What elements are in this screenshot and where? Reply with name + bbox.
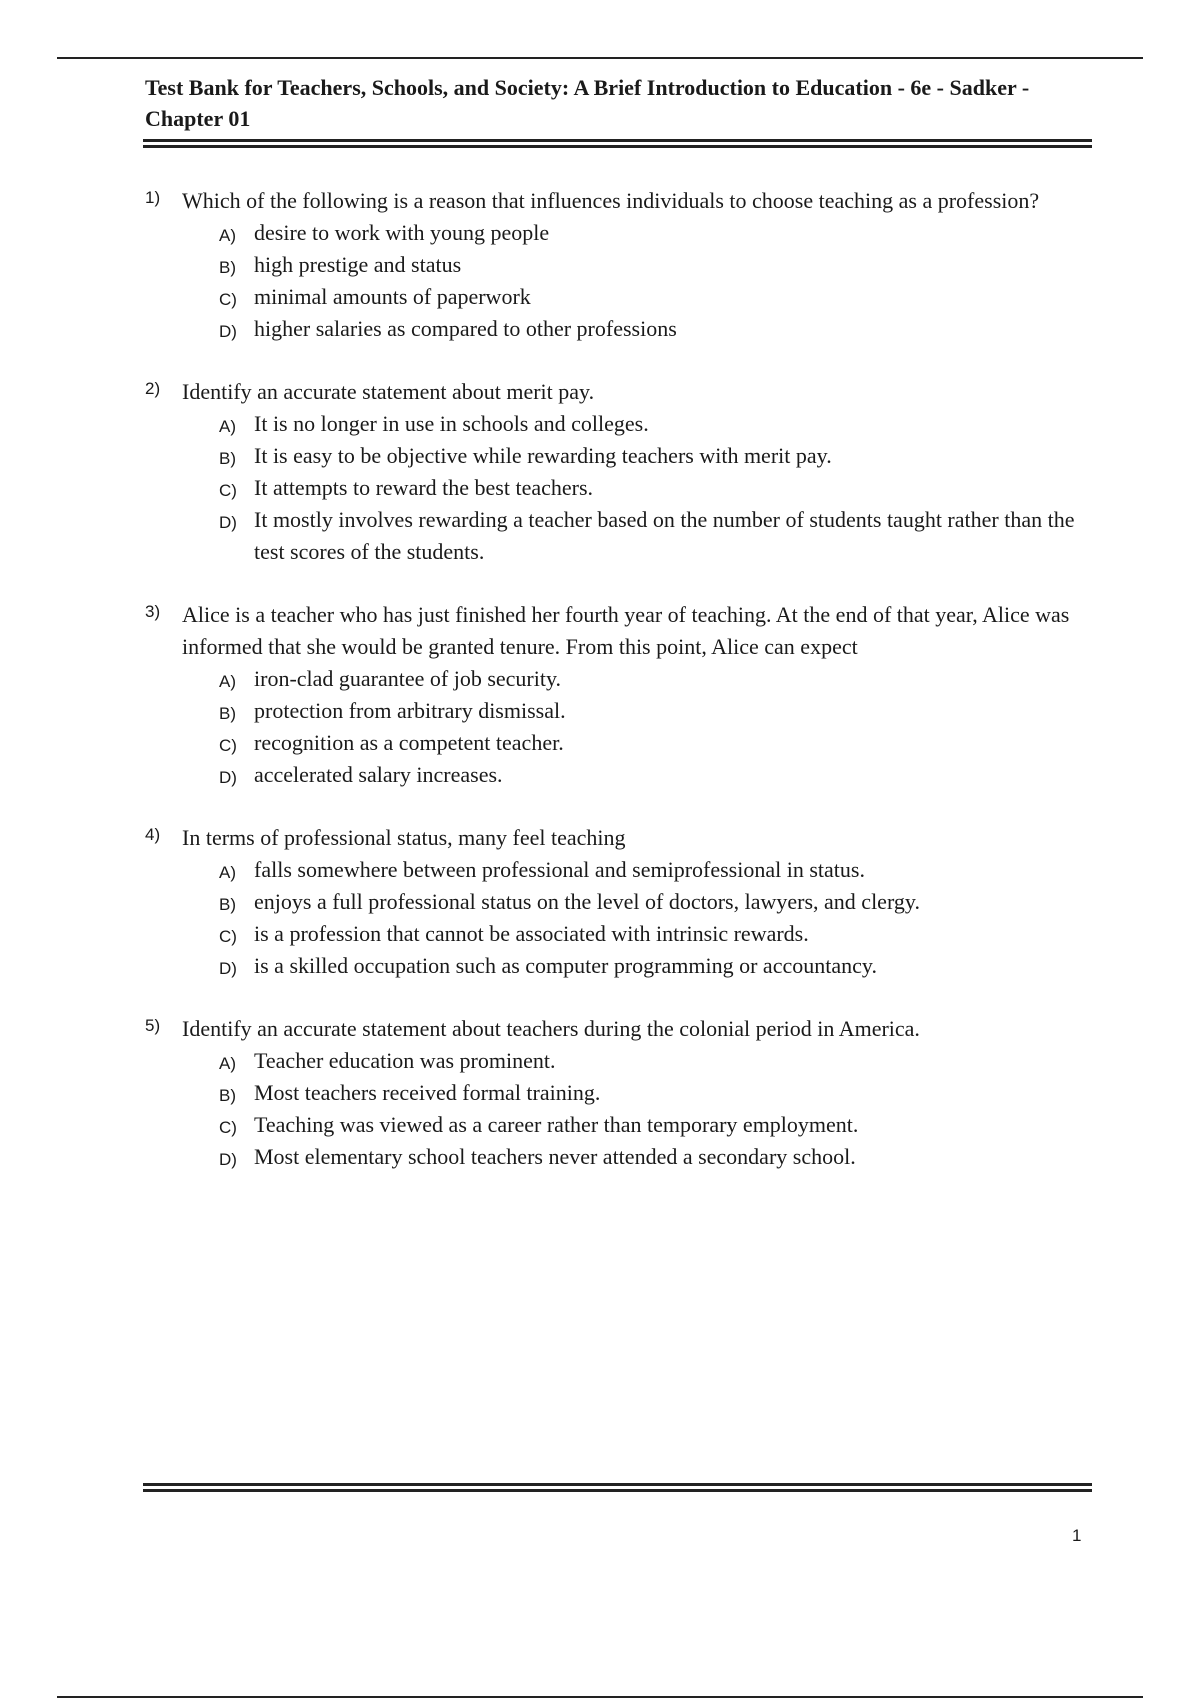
document-title: Test Bank for Teachers, Schools, and Society: A Brief Introduction to Education - 6e - Sadker - Chapter 01 [145, 75, 1030, 131]
option-letter: D) [219, 513, 237, 532]
answer-option-a [182, 408, 1095, 440]
answer-option-c [182, 727, 1095, 759]
answer-option-a [182, 663, 1095, 695]
answer-option-d [182, 1141, 1095, 1173]
option-letter: D) [219, 322, 237, 341]
option-letter: C) [219, 1118, 237, 1137]
option-letter: D) [219, 1150, 237, 1169]
option-letter: C) [219, 736, 237, 755]
question-text: Alice is a teacher who has just finished her fourth year of teaching. At the end of that year, Alice was informed that she would be granted tenure. From this point, Alice can expect [182, 602, 1070, 659]
page-top-rule [57, 57, 1143, 59]
question-4 [145, 822, 1095, 982]
option-text: recognition as a competent teacher. [254, 730, 564, 755]
answer-option-d [182, 759, 1095, 791]
option-text: It mostly involves rewarding a teacher based on the number of students taught rather than the test scores of the students. [254, 507, 1075, 564]
question-number: 1) [145, 188, 161, 207]
answer-option-c [182, 281, 1095, 313]
option-letter: A) [219, 417, 236, 436]
question-3 [145, 599, 1095, 791]
answer-option-b [182, 440, 1095, 472]
question-text: Which of the following is a reason that influences individuals to choose teaching as a profession? [182, 188, 1040, 213]
footer-double-rule [143, 1483, 1092, 1492]
answer-option-d [182, 313, 1095, 345]
option-letter: C) [219, 927, 237, 946]
option-text: Most teachers received formal training. [254, 1080, 601, 1105]
question-text: In terms of professional status, many feel teaching [182, 825, 626, 850]
option-text: desire to work with young people [254, 220, 550, 245]
question-1 [145, 185, 1095, 345]
answer-option-a [182, 854, 1095, 886]
option-letter: B) [219, 895, 236, 914]
question-text: Identify an accurate statement about teachers during the colonial period in America. [182, 1016, 920, 1041]
option-text: falls somewhere between professional and semiprofessional in status. [254, 857, 865, 882]
option-text: Most elementary school teachers never attended a secondary school. [254, 1144, 856, 1169]
answer-option-a [182, 1045, 1095, 1077]
answer-options [182, 1045, 1095, 1173]
page-bottom-rule [57, 1696, 1143, 1698]
answer-options [182, 217, 1095, 345]
question-text: Identify an accurate statement about merit pay. [182, 379, 595, 404]
option-text: accelerated salary increases. [254, 762, 503, 787]
answer-option-c [182, 472, 1095, 504]
answer-options [182, 408, 1095, 568]
option-letter: A) [219, 226, 236, 245]
option-text: iron-clad guarantee of job security. [254, 666, 562, 691]
option-text: It is easy to be objective while rewarding teachers with merit pay. [254, 443, 832, 468]
option-text: is a profession that cannot be associated with intrinsic rewards. [254, 921, 809, 946]
option-letter: A) [219, 1054, 236, 1073]
option-letter: A) [219, 672, 236, 691]
answer-option-d [182, 504, 1095, 568]
option-letter: B) [219, 704, 236, 723]
question-number: 4) [145, 825, 161, 844]
answer-options [182, 854, 1095, 982]
option-text: is a skilled occupation such as computer programming or accountancy. [254, 953, 877, 978]
answer-option-b [182, 695, 1095, 727]
question-number: 5) [145, 1016, 161, 1035]
option-text: high prestige and status [254, 252, 462, 277]
answer-options [182, 663, 1095, 791]
option-text: Teaching was viewed as a career rather than temporary employment. [254, 1112, 859, 1137]
answer-option-b [182, 886, 1095, 918]
question-5 [145, 1013, 1095, 1173]
option-text: It is no longer in use in schools and colleges. [254, 411, 649, 436]
answer-option-b [182, 1077, 1095, 1109]
question-number: 3) [145, 602, 161, 621]
option-letter: A) [219, 863, 236, 882]
option-letter: B) [219, 258, 236, 277]
page-number: 1 [1072, 1526, 1082, 1545]
question-list [145, 185, 1095, 1204]
option-letter: D) [219, 959, 237, 978]
option-text: enjoys a full professional status on the level of doctors, lawyers, and clergy. [254, 889, 920, 914]
option-text: higher salaries as compared to other professions [254, 316, 677, 341]
option-letter: C) [219, 481, 237, 500]
option-letter: C) [219, 290, 237, 309]
option-text: Teacher education was prominent. [254, 1048, 556, 1073]
option-letter: B) [219, 449, 236, 468]
header-double-rule [143, 139, 1092, 148]
question-number: 2) [145, 379, 161, 398]
answer-option-b [182, 249, 1095, 281]
answer-option-a [182, 217, 1095, 249]
answer-option-c [182, 918, 1095, 950]
option-text: It attempts to reward the best teachers. [254, 475, 594, 500]
option-text: protection from arbitrary dismissal. [254, 698, 566, 723]
question-2 [145, 376, 1095, 568]
option-letter: D) [219, 768, 237, 787]
answer-option-c [182, 1109, 1095, 1141]
answer-option-d [182, 950, 1095, 982]
option-letter: B) [219, 1086, 236, 1105]
option-text: minimal amounts of paperwork [254, 284, 531, 309]
